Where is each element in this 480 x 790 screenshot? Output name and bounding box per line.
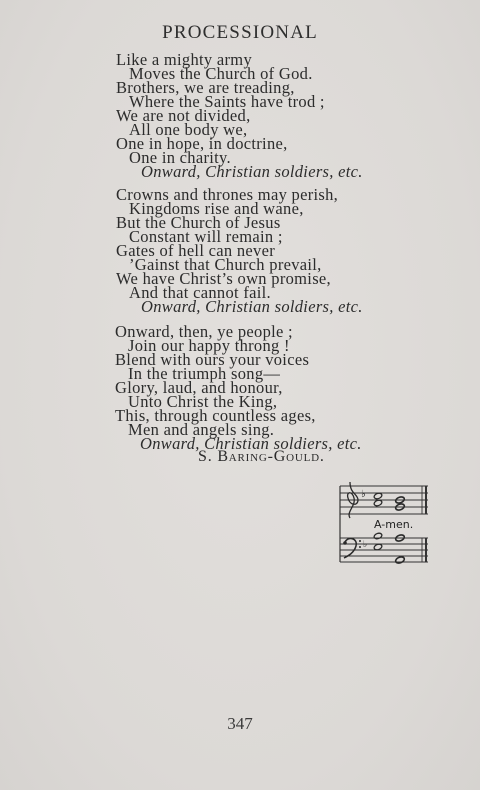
verse-line: Constant will remain ; [129,227,283,246]
verse-line: Brothers, we are treading, [116,78,295,97]
verse-line: Kingdoms rise and wane, [129,199,304,218]
verse-line: In the triumph song— [128,364,281,383]
verse-line: Crowns and thrones may perish, [116,185,339,204]
verse-line: All one body we, [129,120,248,139]
page-number: 347 [227,714,253,733]
amen-label: A-men. [374,518,414,531]
refrain-line: Onward, Christian soldiers, etc. [141,162,363,181]
hymn-title: PROCESSIONAL [162,22,318,43]
verse-line: We are not divided, [116,106,251,125]
verse-line: Moves the Church of God. [129,64,313,83]
verse-line: One in charity. [129,148,231,167]
verse-line: This, through countless ages, [115,406,316,425]
verse-line: And that cannot fail. [129,283,271,302]
author-name: Baring-Gould. [217,448,325,465]
verse-line: Onward, then, ye people ; [115,322,293,341]
verse-line: ’Gainst that Church prevail, [129,255,322,274]
verse-line: Join our happy throng ! [128,336,290,355]
refrain-line: Onward, Christian soldiers, etc. [141,297,363,316]
svg-text:♭: ♭ [363,540,368,550]
verse-line: Men and angels sing. [128,420,275,439]
verse-line: Unto Christ the King, [128,392,278,411]
svg-text:♭: ♭ [361,489,366,500]
author-initial: S. [198,448,213,465]
verse-line: Blend with ours your voices [115,350,310,369]
verse-line: Glory, laud, and honour, [115,378,283,397]
verse-line: We have Christ’s own promise, [116,269,331,288]
verse-line: But the Church of Jesus [116,213,281,232]
amen-notation [336,476,432,566]
refrain-line: Onward, Christian soldiers, etc. [140,434,362,453]
verse-line: Like a mighty army [116,50,252,69]
author-credit [198,448,325,466]
verse-line: Gates of hell can never [116,241,275,260]
verse-line: One in hope, in doctrine, [116,134,288,153]
verse-line: Where the Saints have trod ; [129,92,325,111]
